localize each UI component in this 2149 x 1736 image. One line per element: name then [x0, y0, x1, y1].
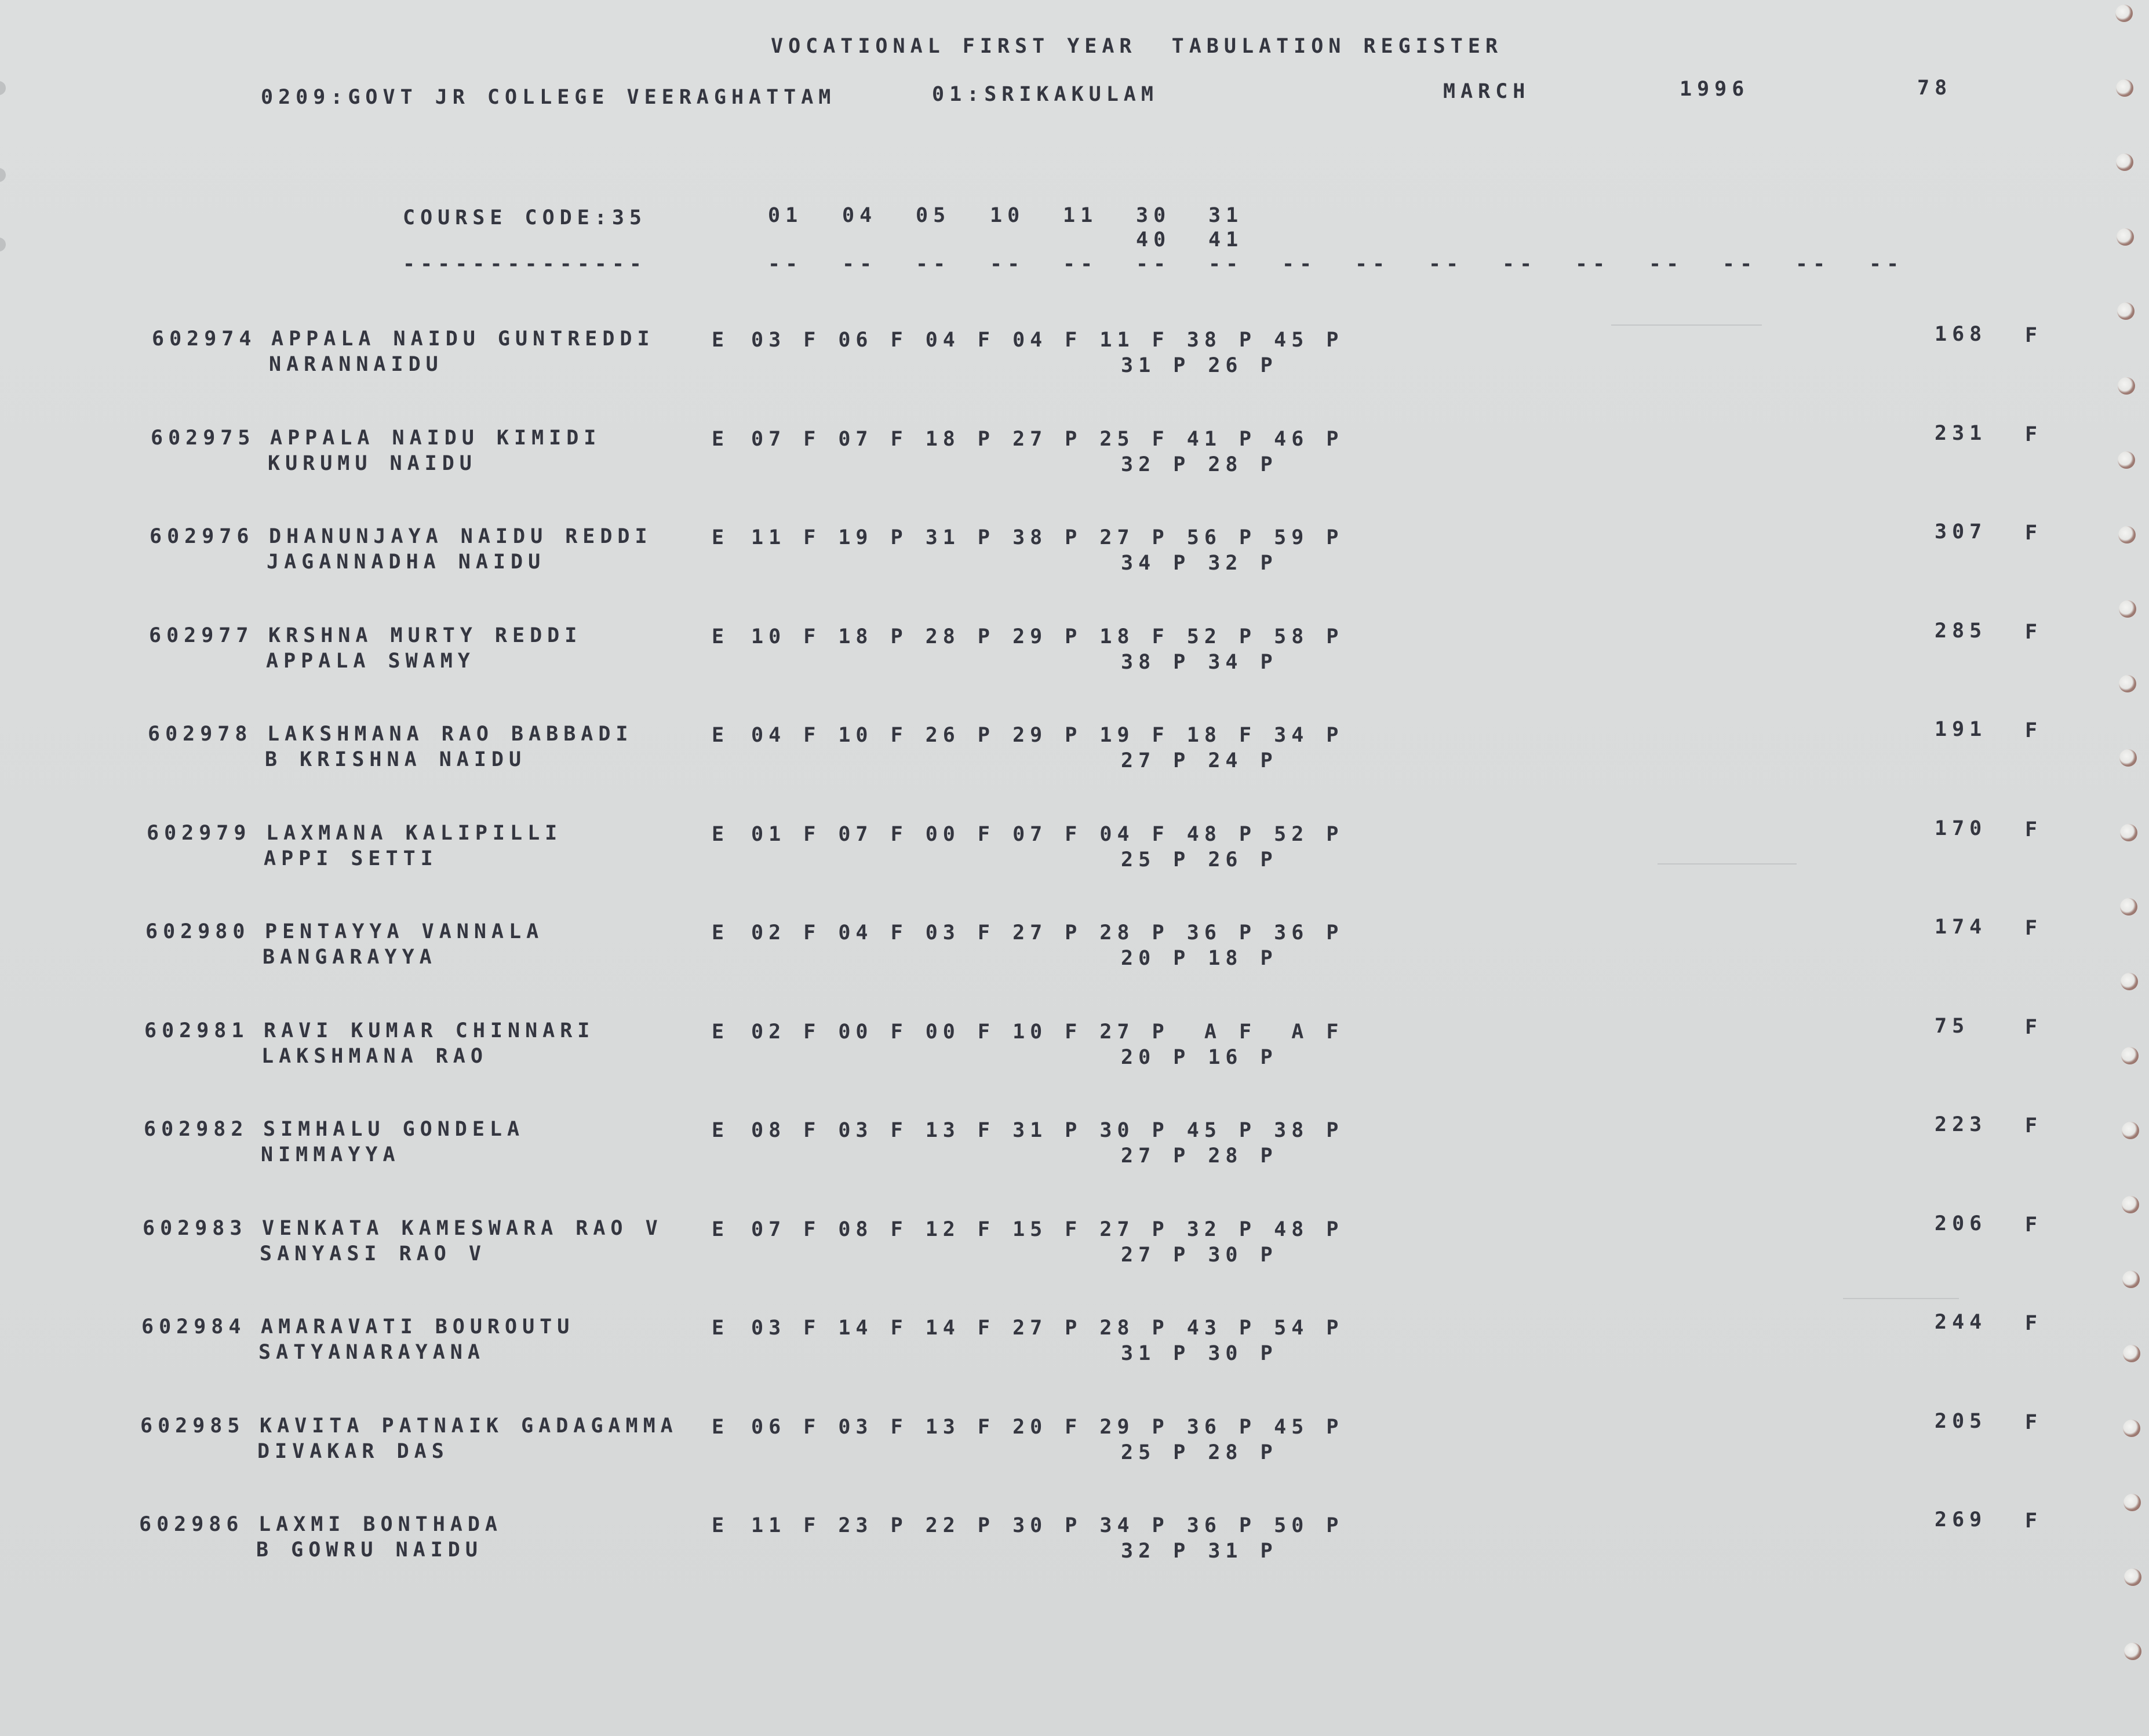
- column-code: 30: [1136, 204, 1171, 227]
- district-name: 01:SRIKAKULAM: [932, 83, 1159, 106]
- course-code-label: COURSE CODE:35: [403, 206, 647, 229]
- student-name: LAXMI BONTHADA: [258, 1513, 503, 1536]
- column-code: 41: [1208, 228, 1244, 251]
- column-code: 01: [768, 204, 803, 227]
- record-id: 602981: [144, 1019, 249, 1042]
- record-id: 602983: [143, 1217, 247, 1240]
- feed-hole: [2122, 1122, 2139, 1139]
- marks-row-1: 02 F 04 F 03 F 27 P 28 P 36 P 36 P: [751, 921, 1344, 944]
- left-margin-hole: [0, 168, 6, 182]
- column-dash: --: [1208, 253, 1244, 276]
- marks-row-1: 11 F 23 P 22 P 30 P 34 P 36 P 50 P: [751, 1514, 1344, 1537]
- column-code: 40: [1136, 228, 1171, 251]
- feed-hole: [2121, 1047, 2139, 1064]
- student-name: APPALA NAIDU GUNTREDDI: [271, 327, 655, 351]
- father-name: LAKSHMANA RAO: [261, 1045, 488, 1068]
- marks-row-1: 07 F 08 F 12 F 15 F 27 P 32 P 48 P: [751, 1218, 1344, 1241]
- marks-row-2: 25 P 28 P: [1121, 1441, 1278, 1464]
- feed-hole: [2118, 526, 2136, 544]
- marks-row-2: 27 P 28 P: [1121, 1144, 1278, 1168]
- total-marks: 231: [1935, 422, 1987, 445]
- total-marks: 174: [1935, 916, 1987, 939]
- result-code: F: [2025, 1411, 2043, 1434]
- column-dash: --: [1649, 253, 1684, 276]
- feed-hole: [2124, 1569, 2141, 1586]
- total-marks: 223: [1935, 1113, 1987, 1136]
- feed-hole: [2118, 451, 2135, 469]
- feed-hole: [2122, 1196, 2139, 1213]
- medium-code: E: [712, 1514, 730, 1537]
- column-code: 04: [842, 204, 877, 227]
- result-code: F: [2025, 719, 2043, 742]
- marks-row-1: 11 F 19 P 31 P 38 P 27 P 56 P 59 P: [751, 526, 1344, 549]
- record-id: 602975: [151, 426, 256, 450]
- total-marks: 191: [1935, 718, 1987, 741]
- feed-hole: [2116, 154, 2133, 171]
- father-name: APPI SETTI: [264, 847, 438, 870]
- marks-row-1: 10 F 18 P 28 P 29 P 18 F 52 P 58 P: [751, 625, 1344, 648]
- marks-row-2: 31 P 26 P: [1121, 354, 1278, 377]
- exam-year: 1996: [1680, 78, 1750, 101]
- exam-month: MARCH: [1443, 80, 1531, 103]
- record-id: 602986: [139, 1513, 244, 1536]
- total-marks: 75: [1935, 1015, 1970, 1038]
- record-id: 602978: [148, 723, 253, 746]
- column-dash: --: [990, 253, 1025, 276]
- feed-hole: [2120, 898, 2137, 916]
- column-code: 10: [990, 204, 1025, 227]
- medium-code: E: [712, 921, 730, 944]
- feed-hole: [2115, 5, 2133, 22]
- column-dash: --: [842, 253, 877, 276]
- student-name: VENKATA KAMESWARA RAO V: [262, 1217, 663, 1240]
- student-name: KAVITA PATNAIK GADAGAMMA: [260, 1414, 678, 1438]
- total-marks: 269: [1935, 1508, 1987, 1531]
- column-dash: --: [1575, 253, 1611, 276]
- record-id: 602985: [140, 1414, 245, 1438]
- left-margin-hole: [0, 238, 6, 251]
- student-name: PENTAYYA VANNALA: [265, 920, 544, 943]
- marks-row-2: 32 P 31 P: [1121, 1540, 1278, 1563]
- result-code: F: [2025, 1114, 2043, 1137]
- result-code: F: [2025, 1509, 2043, 1533]
- marks-row-1: 07 F 07 F 18 P 27 P 25 F 41 P 46 P: [751, 428, 1344, 451]
- marks-row-1: 06 F 03 F 13 F 20 F 29 P 36 P 45 P: [751, 1416, 1344, 1439]
- marks-row-2: 25 P 26 P: [1121, 848, 1278, 871]
- marks-row-1: 08 F 03 F 13 F 31 P 30 P 45 P 38 P: [751, 1119, 1344, 1142]
- column-code: 05: [916, 204, 951, 227]
- father-name: NARANNAIDU: [269, 353, 443, 376]
- medium-code: E: [712, 329, 730, 352]
- medium-code: E: [712, 1416, 730, 1439]
- column-dash: --: [1282, 253, 1317, 276]
- student-name: LAKSHMANA RAO BABBADI: [267, 723, 633, 746]
- feed-hole: [2124, 1643, 2141, 1660]
- result-code: F: [2025, 324, 2043, 347]
- father-name: APPALA SWAMY: [266, 650, 475, 673]
- result-code: F: [2025, 1312, 2043, 1335]
- record-id: 602984: [141, 1315, 246, 1339]
- father-name: DIVAKAR DAS: [257, 1440, 449, 1463]
- record-id: 602976: [150, 525, 254, 548]
- feed-hole: [2118, 377, 2135, 395]
- father-name: B GOWRU NAIDU: [256, 1538, 483, 1562]
- feed-hole: [2122, 1271, 2140, 1288]
- father-name: SATYANARAYANA: [258, 1341, 485, 1364]
- page-number: 78: [1917, 76, 1953, 100]
- column-dash: --: [768, 253, 803, 276]
- feed-hole: [2117, 302, 2135, 320]
- total-marks: 285: [1935, 619, 1987, 643]
- marks-row-1: 01 F 07 F 00 F 07 F 04 F 48 P 52 P: [751, 823, 1344, 846]
- total-marks: 168: [1935, 323, 1987, 346]
- father-name: JAGANNADHA NAIDU: [267, 550, 546, 574]
- paper-mark: [1611, 324, 1762, 326]
- total-marks: 307: [1935, 520, 1987, 544]
- total-marks: 206: [1935, 1212, 1987, 1235]
- father-name: SANYASI RAO V: [260, 1242, 486, 1265]
- student-name: APPALA NAIDU KIMIDI: [270, 426, 602, 450]
- column-dash: --: [1795, 253, 1831, 276]
- marks-row-1: 02 F 00 F 00 F 10 F 27 P A F A F: [751, 1020, 1344, 1044]
- column-dash: --: [1722, 253, 1758, 276]
- page-title: VOCATIONAL FIRST YEAR TABULATION REGISTER: [771, 35, 1503, 58]
- marks-row-1: 03 F 14 F 14 F 27 P 28 P 43 P 54 P: [751, 1316, 1344, 1340]
- result-code: F: [2025, 521, 2043, 545]
- marks-row-2: 20 P 16 P: [1121, 1046, 1278, 1069]
- medium-code: E: [712, 1316, 730, 1340]
- feed-hole: [2120, 824, 2137, 841]
- course-code-underline: --------------: [403, 253, 647, 276]
- column-dash: --: [1136, 253, 1171, 276]
- marks-row-2: 27 P 24 P: [1121, 749, 1278, 772]
- father-name: B KRISHNA NAIDU: [265, 748, 527, 771]
- student-name: DHANUNJAYA NAIDU REDDI: [269, 525, 653, 548]
- paper-mark: [1843, 1298, 1959, 1299]
- result-code: F: [2025, 621, 2043, 644]
- feed-hole: [2117, 228, 2134, 246]
- marks-row-2: 31 P 30 P: [1121, 1342, 1278, 1365]
- record-id: 602980: [145, 920, 250, 943]
- student-name: LAXMANA KALIPILLI: [266, 822, 563, 845]
- student-name: AMARAVATI BOUROUTU: [261, 1315, 575, 1339]
- feed-hole: [2123, 1420, 2140, 1437]
- column-code: 31: [1208, 204, 1244, 227]
- feed-hole: [2119, 749, 2137, 767]
- medium-code: E: [712, 823, 730, 846]
- marks-row-2: 32 P 28 P: [1121, 453, 1278, 476]
- marks-row-1: 04 F 10 F 26 P 29 P 19 F 18 F 34 P: [751, 724, 1344, 747]
- record-id: 602979: [147, 822, 252, 845]
- medium-code: E: [712, 1020, 730, 1044]
- total-marks: 205: [1935, 1410, 1987, 1433]
- student-name: SIMHALU GONDELA: [263, 1118, 525, 1141]
- total-marks: 244: [1935, 1311, 1987, 1334]
- feed-hole: [2121, 973, 2138, 990]
- marks-row-2: 38 P 34 P: [1121, 651, 1278, 674]
- feed-hole: [2116, 79, 2133, 97]
- column-dash: --: [1869, 253, 1904, 276]
- father-name: NIMMAYYA: [261, 1143, 400, 1166]
- record-id: 602977: [149, 624, 254, 647]
- marks-row-2: 34 P 32 P: [1121, 552, 1278, 575]
- record-id: 602982: [144, 1118, 249, 1141]
- column-dash: --: [1355, 253, 1390, 276]
- result-code: F: [2025, 423, 2043, 446]
- medium-code: E: [712, 724, 730, 747]
- feed-hole: [2119, 600, 2136, 618]
- medium-code: E: [712, 1218, 730, 1241]
- medium-code: E: [712, 526, 730, 549]
- marks-row-2: 27 P 30 P: [1121, 1243, 1278, 1267]
- student-name: KRSHNA MURTY REDDI: [268, 624, 582, 647]
- feed-hole: [2123, 1494, 2141, 1511]
- record-id: 602974: [152, 327, 257, 351]
- medium-code: E: [712, 1119, 730, 1142]
- medium-code: E: [712, 428, 730, 451]
- result-code: F: [2025, 818, 2043, 841]
- feed-hole: [2119, 675, 2136, 692]
- marks-row-1: 03 F 06 F 04 F 04 F 11 F 38 P 45 P: [751, 329, 1344, 352]
- feed-hole: [2123, 1345, 2140, 1362]
- result-code: F: [2025, 1213, 2043, 1237]
- column-dash: --: [916, 253, 951, 276]
- marks-row-2: 20 P 18 P: [1121, 947, 1278, 970]
- column-code: 11: [1063, 204, 1098, 227]
- column-dash: --: [1429, 253, 1464, 276]
- total-marks: 170: [1935, 817, 1987, 840]
- father-name: KURUMU NAIDU: [268, 452, 477, 475]
- paper-mark: [1658, 863, 1797, 865]
- result-code: F: [2025, 917, 2043, 940]
- column-dash: --: [1502, 253, 1538, 276]
- student-name: RAVI KUMAR CHINNARI: [264, 1019, 595, 1042]
- column-dash: --: [1063, 253, 1098, 276]
- medium-code: E: [712, 625, 730, 648]
- father-name: BANGARAYYA: [263, 946, 437, 969]
- result-code: F: [2025, 1016, 2043, 1039]
- left-margin-hole: [0, 81, 6, 95]
- college-name: 0209:GOVT JR COLLEGE VEERAGHATTAM: [261, 86, 836, 109]
